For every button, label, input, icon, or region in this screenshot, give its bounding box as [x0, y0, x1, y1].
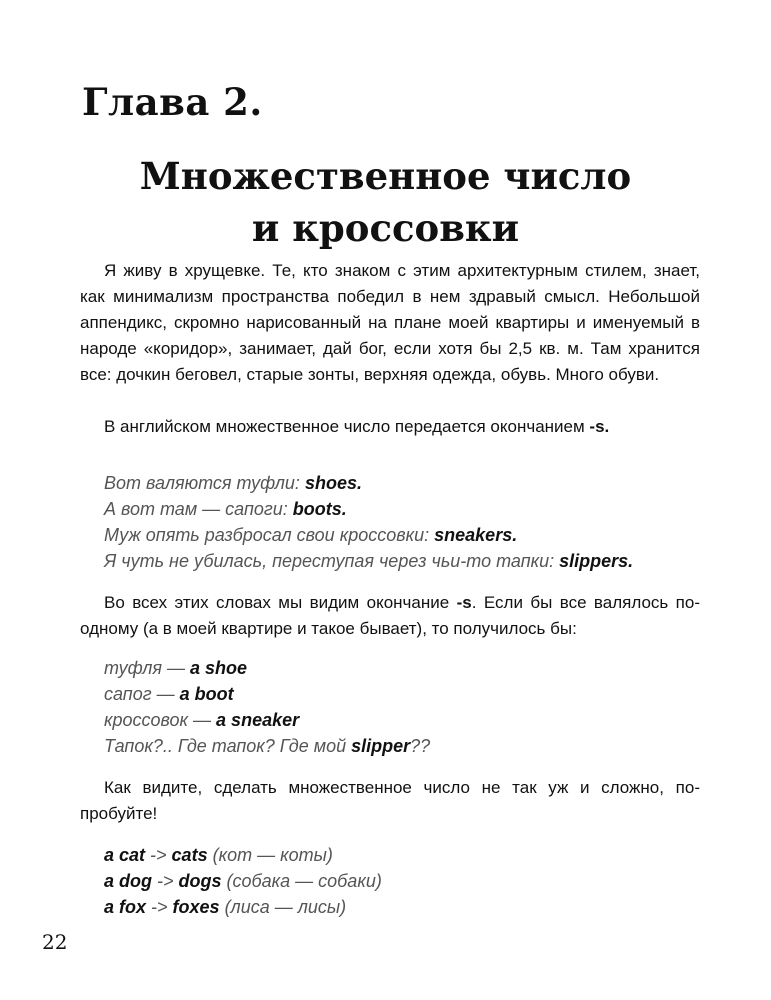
- practice-arrow: ->: [152, 871, 179, 891]
- plural-example: [104, 470, 633, 496]
- chapter-label: Глава 2.: [82, 80, 263, 124]
- practice-translation: (кот — коты): [207, 845, 333, 865]
- practice-plural: foxes: [172, 897, 220, 917]
- singular-example-english: a sneaker: [216, 710, 300, 730]
- observation-suffix: -s: [456, 593, 472, 612]
- observation-after: . Если бы все валялось по-одному (а в моей квартире и такое бывает), то получилось бы:: [80, 593, 700, 638]
- plural-example: [104, 496, 633, 522]
- practice-example: [104, 894, 382, 920]
- practice-plural: dogs: [178, 871, 222, 891]
- practice-singular: a fox: [104, 897, 147, 917]
- practice-translation: (лиса — лисы): [219, 897, 347, 917]
- practice-plural: cats: [171, 845, 208, 865]
- rule-text: В английском множественное число передается окончанием: [104, 417, 585, 436]
- plural-example-russian: Вот валяются туфли:: [104, 473, 305, 493]
- plural-example: [104, 548, 633, 574]
- practice-examples-list: [104, 842, 382, 920]
- practice-arrow: ->: [145, 845, 172, 865]
- try-it-paragraph: Как видите, сделать множественное число не так уж и сложно, попробуйте!: [80, 778, 700, 823]
- rule-suffix: -s.: [589, 417, 610, 436]
- practice-translation: (собака — собаки): [221, 871, 382, 891]
- singular-example: [104, 655, 430, 681]
- singular-example-russian: сапог —: [104, 684, 180, 704]
- singular-example-russian: туфля —: [104, 658, 191, 678]
- plural-example-english: sneakers.: [434, 525, 518, 545]
- plural-example-russian: Я чуть не убилась, переступая через чьи-то тапки:: [104, 551, 560, 571]
- practice-singular: a dog: [104, 871, 152, 891]
- plural-example: [104, 522, 633, 548]
- practice-example: [104, 868, 382, 894]
- singular-example-english: a boot: [179, 684, 234, 704]
- chapter-title-line-1: Множественное число: [139, 154, 632, 198]
- practice-arrow: ->: [146, 897, 173, 917]
- singular-example-after: ??: [410, 736, 431, 756]
- chapter-title-line-2: и кроссовки: [251, 206, 520, 250]
- singular-example-russian: кроссовок —: [104, 710, 217, 730]
- intro-paragraph: Я живу в хрущевке. Те, кто знаком с этим архитектурным стилем, знает, как минимализм пространства победил в нем здравый смысл. Небольшой аппендикс, скромно нарисованный на плане моей квартиры и именуемый в народе «коридор», занимает, дай бог, если хотя бы 2,5 кв. м. Там хранится все: дочкин беговел, старые зонты, верхняя одежда, обувь. Много обуви.: [80, 261, 700, 384]
- plural-examples-list: [104, 470, 633, 574]
- singular-example: [104, 733, 430, 759]
- page-number: 22: [42, 930, 68, 954]
- plural-example-english: shoes.: [304, 473, 362, 493]
- practice-example: [104, 842, 382, 868]
- plural-example-english: slippers.: [559, 551, 634, 571]
- singular-example: [104, 707, 430, 733]
- chapter-title: [0, 150, 771, 254]
- observation-before: Во всех этих словах мы видим окончание: [104, 593, 450, 612]
- singular-example-english: a shoe: [190, 658, 248, 678]
- rule-paragraph: [80, 414, 700, 440]
- practice-singular: a cat: [104, 845, 146, 865]
- singular-example-russian: Тапок?.. Где тапок? Где мой: [104, 736, 352, 756]
- singular-example: [104, 681, 430, 707]
- observation-paragraph: [80, 590, 700, 642]
- plural-example-english: boots.: [292, 499, 347, 519]
- singular-example-english: slipper: [351, 736, 411, 756]
- plural-example-russian: А вот там — сапоги:: [104, 499, 293, 519]
- plural-example-russian: Муж опять разбросал свои кроссовки:: [104, 525, 435, 545]
- singular-examples-list: [104, 655, 430, 759]
